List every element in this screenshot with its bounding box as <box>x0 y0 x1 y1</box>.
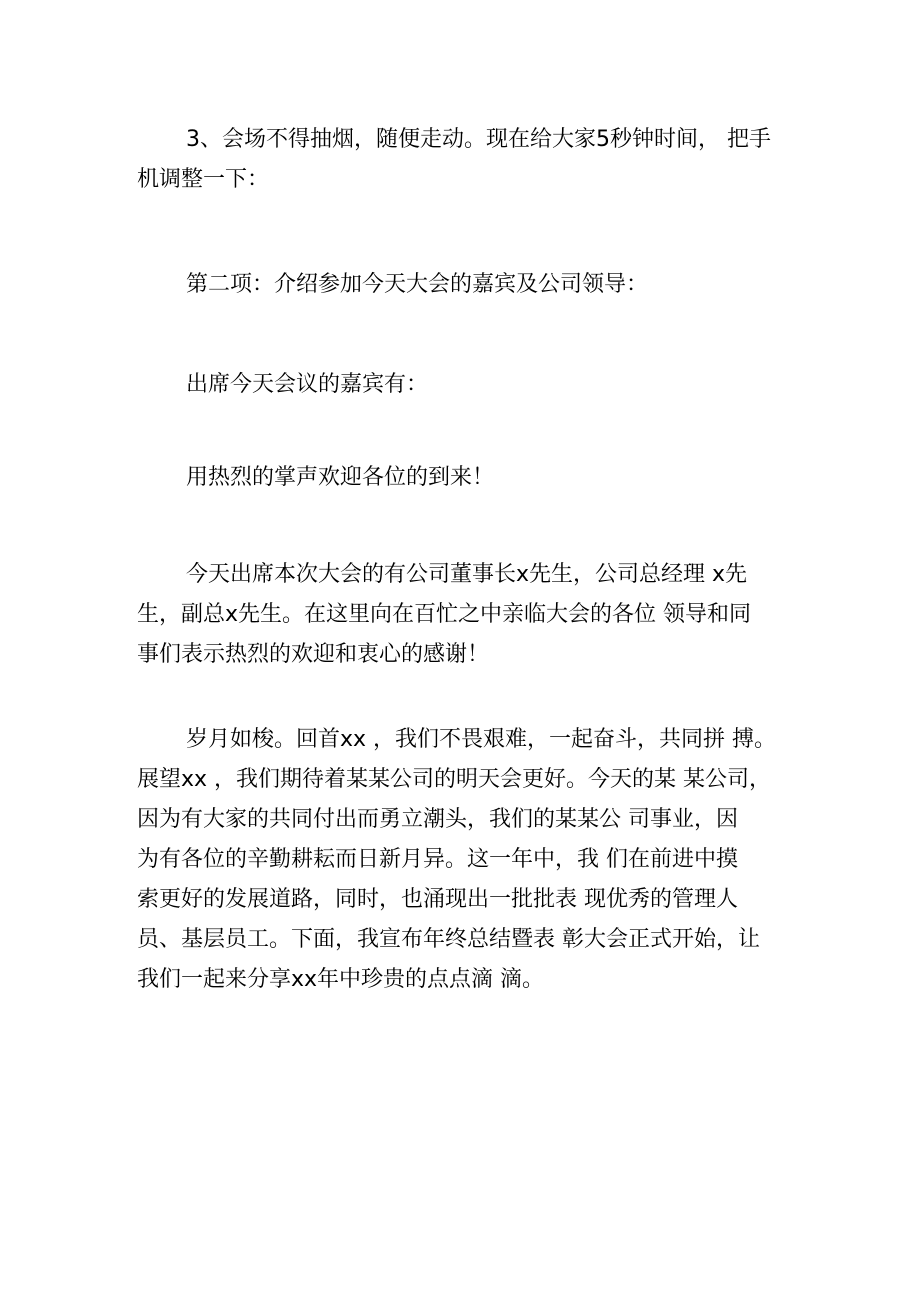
text-line: 用热烈的掌声欢迎各位的到来！ <box>186 465 495 490</box>
paragraph-attendees <box>137 555 797 675</box>
text-line: 为有各位的辛勤耕耘而日新月异。这一年中，我 们在前进中摸 <box>137 847 738 872</box>
text-line: 机调整一下： <box>137 167 270 192</box>
text-line: 生，副总x先生。在这里向在百忙之中亲临大会的各位 领导和同 <box>137 602 752 627</box>
text-line: 索更好的发展道路，同时，也涌现出一批批表 现优秀的管理人 <box>137 887 738 912</box>
paragraph-guests <box>137 365 797 405</box>
text-line: 出席今天会议的嘉宾有： <box>186 372 429 397</box>
text-line: 员、基层员工。下面，我宣布年终总结暨表 彰大会正式开始，让 <box>137 927 760 952</box>
paragraph-applause <box>137 458 797 498</box>
text-line: 我们一起来分享xx年中珍贵的点点滴 滴。 <box>137 967 545 992</box>
text-line: 岁月如梭。回首xx ，我们不畏艰难，一起奋斗，共同拼 搏。 <box>186 727 777 752</box>
text-line: 展望xx ，我们期待着某某公司的明天会更好。今天的某 某公司， <box>137 767 772 792</box>
text-line: 事们表示热烈的欢迎和衷心的感谢！ <box>137 642 490 667</box>
paragraph-review <box>137 720 797 1000</box>
text-line: 3、会场不得抽烟，随便走动。现在给大家5秒钟时间， 把手 <box>186 127 771 152</box>
text-line: 第二项：介绍参加今天大会的嘉宾及公司领导： <box>186 272 649 297</box>
text-line: 因为有大家的共同付出而勇立潮头，我们的某某公 司事业，因 <box>137 807 738 832</box>
paragraph-rule-3 <box>137 120 797 200</box>
paragraph-item-2 <box>137 265 797 305</box>
text-line: 今天出席本次大会的有公司董事长x先生，公司总经理 x先 <box>186 562 748 587</box>
